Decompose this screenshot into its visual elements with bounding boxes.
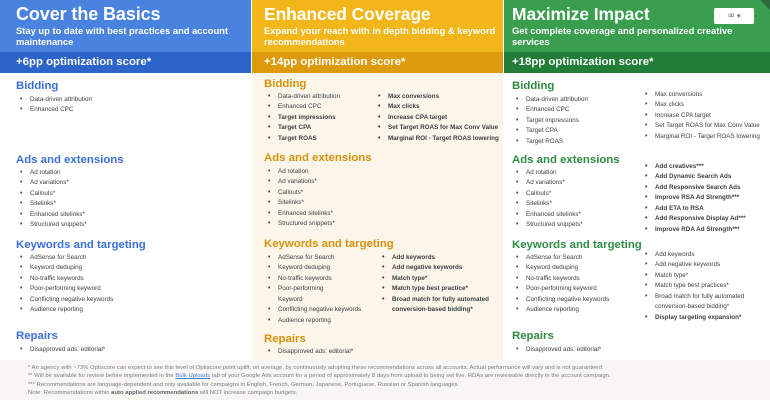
list-item: • Enhanced CPC: [268, 102, 340, 112]
list-item: • No-traffic keywords: [516, 274, 609, 284]
list-item: • No-traffic keywords: [268, 274, 361, 284]
list-item: • Increase CPA target: [645, 111, 760, 121]
list-item: • Broad match for fully automated: [382, 295, 489, 305]
list-item: • Conflicting negative keywords: [20, 295, 113, 305]
chevron-down-icon: ▾: [736, 11, 741, 20]
section-title-ads: Ads and extensions: [512, 154, 620, 166]
section-title-keywords: Keywords and targeting: [16, 239, 146, 251]
list-item: • Add Responsive Search Ads: [645, 183, 746, 193]
list-item: • Disapproved ads: editorial*: [516, 345, 601, 355]
ads-list: [268, 167, 335, 230]
ads-list: [20, 168, 87, 231]
bidding-list: [516, 95, 588, 147]
list-item: • Enhanced CPC: [20, 105, 92, 115]
list-item: • Enhanced CPC: [516, 105, 588, 115]
list-item: • Match type*: [382, 274, 489, 284]
list-item: • Callouts*: [516, 189, 583, 199]
list-item: • Add negative keywords: [645, 260, 744, 270]
list-item: • Match type*: [645, 271, 744, 281]
list-item: • Ad variations*: [268, 177, 335, 187]
list-item: • Max conversions: [378, 92, 499, 102]
list-item: • Structured snippets*: [20, 220, 87, 230]
list-item: • Keyword deduping: [516, 263, 609, 273]
section-title-repairs: Repairs: [264, 333, 306, 345]
section-title-keywords: Keywords and targeting: [264, 238, 394, 250]
list-item: Keyword: [278, 295, 303, 303]
list-item: • Improve RDA Ad Strength***: [645, 225, 746, 235]
footnote-text: will NOT increase campaign budgets.: [198, 389, 298, 396]
list-item: • Marginal ROI - Target ROAS lowering: [378, 134, 499, 144]
list-item: • Ad variations*: [20, 178, 87, 188]
list-item: • Target CPA: [268, 123, 340, 133]
column-title: Cover the Basics: [16, 4, 161, 24]
list-item: • Callouts*: [20, 189, 87, 199]
list-item: • Data-driven attribution: [20, 95, 92, 105]
list-item: • Match type best practices*: [645, 281, 744, 291]
list-item: • Ad rotation: [20, 168, 87, 178]
optimization-score: +14pp optimization score*: [252, 52, 503, 73]
list-item: • Enhanced sitelinks*: [268, 209, 335, 219]
list-item: • Marginal ROI - Target ROAS lowering: [645, 132, 760, 142]
list-item: • Add negative keywords: [382, 263, 489, 273]
list-item: • Ad rotation: [516, 168, 583, 178]
list-item: • Increase CPA target: [378, 113, 499, 123]
footnote-1: * An agency with ~73% Optiscore can expect to see this level of Optiscore point uplift, on average, by continuously adopting these recommendations across all accounts. Actual performance will vary and is not guaranteed.: [28, 365, 604, 371]
list-item: • Add keywords: [645, 250, 744, 260]
corner-fold: [760, 0, 770, 10]
column-header: [252, 0, 503, 52]
list-item: • Max clicks: [378, 102, 499, 112]
list-item: • Data-driven attribution: [516, 95, 588, 105]
section-title-ads: Ads and extensions: [264, 152, 372, 164]
list-item: • AdSense for Search: [20, 253, 113, 263]
repairs-list: [516, 345, 601, 355]
list-item: • Audience reporting: [20, 305, 113, 315]
list-item: • Poor-performing keyword: [516, 284, 609, 294]
list-item: • Conflicting negative keywords: [516, 295, 609, 305]
list-item: • Data-driven attribution: [268, 92, 340, 102]
list-item: • Improve RSA Ad Strength***: [645, 193, 746, 203]
list-item: • Add keywords: [382, 253, 489, 263]
bulk-uploads-link[interactable]: Bulk Uploads: [175, 373, 211, 380]
column-header: [504, 0, 770, 52]
list-item: • Structured snippets*: [516, 220, 583, 230]
ads-list: [516, 168, 583, 231]
list-item: • Structured snippets*: [268, 219, 335, 229]
keywords-list-2: [645, 250, 744, 323]
list-item: • Match type best practice*: [382, 284, 489, 294]
bidding-list-2: [378, 92, 499, 144]
section-title-bidding: Bidding: [16, 80, 59, 92]
link-icon: ∞: [727, 10, 735, 21]
keywords-list: [268, 253, 361, 326]
list-item: • Poor-performing keyword: [20, 284, 113, 294]
list-item: • Target CPA: [516, 126, 588, 136]
link-toggle-button[interactable]: [714, 8, 754, 24]
list-item: • Target impressions: [268, 113, 340, 123]
repairs-list: [20, 345, 105, 355]
column-subtitle: Expand your reach with in depth bidding & keyword recommendations: [264, 25, 496, 47]
section-title-ads: Ads and extensions: [16, 154, 124, 166]
column-subtitle: Get complete coverage and personalized creative services: [512, 25, 733, 47]
column-subtitle: Stay up to date with best practices and account maintenance: [16, 25, 229, 47]
list-item: • Ad rotation: [268, 167, 335, 177]
list-item: • Target impressions: [516, 116, 588, 126]
footnote-text: Note: Recommendations within: [28, 389, 112, 396]
column-header: [0, 0, 251, 52]
list-item: • Enhanced sitelinks*: [516, 210, 583, 220]
list-item: • Add creatives***: [645, 162, 746, 172]
section-title-bidding: Bidding: [512, 80, 555, 92]
list-item: conversion-based bidding*: [392, 306, 473, 314]
optimization-score: +6pp optimization score*: [0, 52, 251, 73]
keywords-list: [516, 253, 609, 316]
list-item: • Keyword deduping: [268, 263, 361, 273]
footnote-text: ** Will be available for review before implemented in the: [28, 373, 176, 380]
list-item: • Audience reporting: [516, 305, 609, 315]
list-item: • Add Dynamic Search Ads: [645, 172, 746, 182]
list-item: • Disapproved ads: editorial*: [268, 347, 353, 357]
list-item: • Set Target ROAS for Max Conv Value: [645, 121, 760, 131]
list-item: • Broad match for fully automated: [645, 292, 744, 302]
list-item: • Sitelinks*: [268, 198, 335, 208]
bidding-list: [268, 92, 340, 144]
bidding-list: [20, 95, 92, 116]
keywords-list: [20, 253, 113, 316]
bidding-list-2: [645, 90, 760, 142]
list-item: • Max conversions: [645, 90, 760, 100]
list-item: • Poor-performing: [268, 284, 361, 294]
list-item: • No-traffic keywords: [20, 274, 113, 284]
list-item: • Target ROAS: [516, 137, 588, 147]
list-item: • Ad variations*: [516, 178, 583, 188]
repairs-list: [268, 347, 353, 357]
footnote-3: *** Recommendations are language-dependent and only available for campaigns in English, French, German, Japanese, Portuguese, Russian or Spanish languages.: [28, 381, 460, 388]
section-title-repairs: Repairs: [16, 330, 58, 342]
list-item: • Keyword deduping: [20, 263, 113, 273]
section-title-keywords: Keywords and targeting: [512, 239, 642, 251]
list-item: • Sitelinks*: [516, 199, 583, 209]
list-item: • Enhanced sitelinks*: [20, 210, 87, 220]
section-title-bidding: Bidding: [264, 78, 307, 90]
section-title-repairs: Repairs: [512, 330, 554, 342]
ads-list-2: [645, 162, 746, 235]
footnote-4: [28, 389, 770, 397]
list-item: • Max clicks: [645, 100, 760, 110]
column-maximize-impact: [504, 0, 770, 360]
list-item: • Disapproved ads: editorial*: [20, 345, 105, 355]
column-enhanced-coverage: [252, 0, 503, 360]
list-item: • AdSense for Search: [268, 253, 361, 263]
list-item: • Display targeting expansion*: [645, 313, 744, 323]
optimization-score: +18pp optimization score*: [504, 52, 770, 73]
footnote-2: [28, 372, 770, 380]
list-item: • Add Responsive Display Ad***: [645, 214, 746, 224]
footnote-text: tab of your Google Ads account for a period of approximately 8 days from upload to being set live. RDAs are reviewable directly in the account campaign.: [210, 373, 611, 380]
list-item: • Set Target ROAS for Max Conv Value: [378, 123, 499, 133]
list-item: • Sitelinks*: [20, 199, 87, 209]
list-item: conversion-based bidding*: [655, 303, 730, 311]
list-item: • Add ETA to RSA: [645, 204, 746, 214]
column-title: Enhanced Coverage: [264, 4, 431, 24]
list-item: • Target ROAS: [268, 134, 340, 144]
list-item: • AdSense for Search: [516, 253, 609, 263]
column-title: Maximize Impact: [512, 4, 650, 24]
footnote-bold: auto applied recommendations: [111, 389, 199, 396]
footnotes: [0, 360, 770, 400]
keywords-list-2: [382, 253, 489, 316]
list-item: • Conflicting negative keywords: [268, 305, 361, 315]
column-cover-the-basics: [0, 0, 251, 360]
list-item: • Audience reporting: [268, 316, 361, 326]
list-item: • Callouts*: [268, 188, 335, 198]
